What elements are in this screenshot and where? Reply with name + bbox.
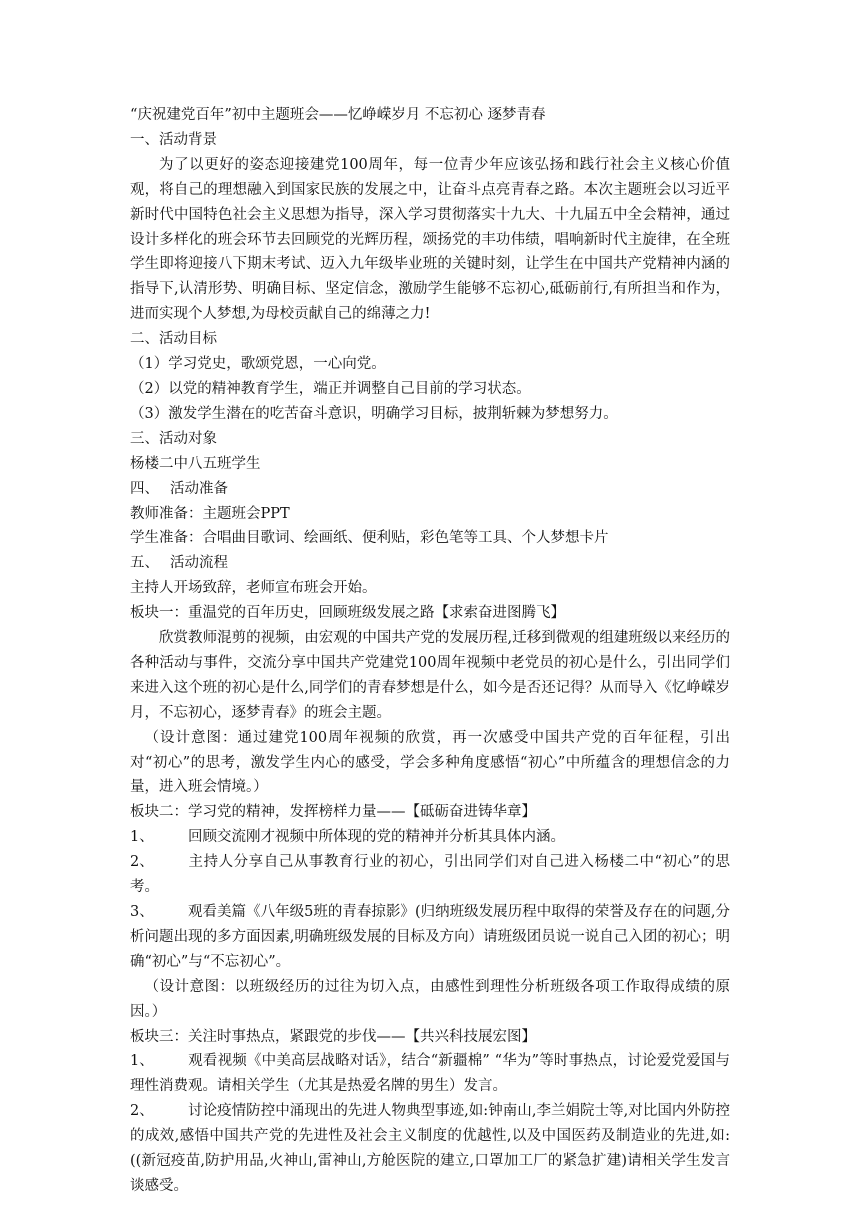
block-1-heading: 板块一：重温党的百年历史，回顾班级发展之路【求索奋进图腾飞】 — [130, 605, 565, 622]
goal-item-2: （2）以党的精神教育学生，端正并调整自己目前的学习状态。 — [130, 380, 531, 397]
item-number: 1、 — [130, 1053, 154, 1070]
section-3-heading: 三、活动对象 — [130, 430, 217, 447]
item-number: 1、 — [130, 829, 154, 846]
section-1-heading: 一、活动背景 — [130, 131, 217, 148]
section-4-heading — [130, 477, 730, 502]
section-3-body: 杨楼二中八五班学生 — [130, 455, 261, 472]
goal-item-3: （3）激发学生潜在的吃苦奋斗意识，明确学习目标，披荆斩棘为梦想努力。 — [130, 405, 618, 422]
block-1-body: 欣赏教师混剪的视频，由宏观的中国共产党的发展历程,迁移到微观的组建班级以来经历的各种活动与事件，交流分享中国共产党建党100周年视频中老党员的初心是什么，引出同学们来进入这个班的初心是什么,同学们的青春梦想是什么，如今是否还记得？从而导入《忆峥嵘岁月，不忘初心，逐梦青春》的班会主题。 — [130, 630, 730, 721]
block-2-item-1 — [130, 825, 730, 850]
block-3-item-1 — [130, 1049, 730, 1099]
section-5-number: 五、 — [130, 555, 159, 572]
document-page — [130, 103, 730, 1199]
opening-line: 主持人开场致辞，老师宣布班会开始。 — [130, 580, 377, 597]
item-text: 观看视频《中美高层战略对话》，结合“新疆棉” “华为”等时事热点，讨论爱党爱国与理性消费观。请相关学生（尤其是热爱名牌的男生）发言。 — [130, 1053, 730, 1095]
block-3-item-2 — [130, 1099, 730, 1199]
goal-item-1: （1）学习党史，歌颂党恩，一心向党。 — [130, 356, 386, 373]
section-1-body: 为了以更好的姿态迎接建党100周年，每一位青少年应该弘扬和践行社会主义核心价值观，将自己的理想融入到国家民族的发展之中，让奋斗点亮青春之路。本次主题班会以习近平新时代中国特色社会主义思想为指导，深入学习贯彻落实十九大、十九届五中全会精神，通过设计多样化的班会环节去回顾党的光辉历程，颂扬党的丰功伟绩，唱响新时代主旋律，在全班学生即将迎接八下期末考试、迈入九年级毕业班的关键时刻，让学生在中国共产党精神内涵的指导下,认清形势、明确目标、坚定信念，激励学生能够不忘初心,砥砺前行,有所担当和作为，进而实现个人梦想,为母校贡献自己的绵薄之力! — [130, 156, 730, 323]
section-2-heading: 二、活动目标 — [130, 331, 217, 348]
section-5-heading — [130, 551, 730, 576]
student-prep: 学生准备：合唱曲目歌词、绘画纸、便利贴，彩色笔等工具、个人梦想卡片 — [130, 530, 609, 547]
block-3-heading: 板块三：关注时事热点，紧跟党的步伐——【共兴科技展宏图】 — [130, 1028, 536, 1045]
block-1-design-note: （设计意图：通过建党100周年视频的欣赏，再一次感受中国共产党的百年征程，引出对“初心”的思考，激发学生内心的感受，学会多种角度感悟“初心”中所蕴含的理想信念的力量，进入班会情境。） — [130, 729, 730, 796]
item-text: 观看美篇《八年级5班的青春掠影》(归纳班级发展历程中取得的荣誉及存在的问题,分析问题出现的多方面因素,明确班级发展的目标及方向）请班级团员说一说自己入团的初心；明确“初心”与“不忘初心”。 — [130, 904, 730, 970]
item-number: 3、 — [130, 904, 154, 920]
item-number: 2、 — [130, 854, 154, 871]
item-text: 讨论疫情防控中涌现出的先进人物典型事迹,如:钟南山,李兰娟院士等,对比国内外防控的成效,感悟中国共产党的先进性及社会主义制度的优越性,以及中国医药及制造业的先进,如:((新冠疫苗,防护用品,火神山,雷神山,方舱医院的建立,口罩加工厂的紧急扩建)请相关学生发言谈感受。 — [130, 1103, 730, 1194]
section-4-number: 四、 — [130, 480, 159, 497]
teacher-prep: 教师准备：主题班会PPT — [130, 505, 290, 522]
document-title: “庆祝建党百年”初中主题班会——忆峥嵘岁月 不忘初心 逐梦青春 — [130, 107, 546, 123]
item-text: 主持人分享自己从事教育行业的初心，引出同学们对自己进入杨楼二中“初心”的思考。 — [130, 854, 730, 896]
block-2-item-2 — [130, 850, 730, 900]
block-2-heading: 板块二：学习党的精神，发挥榜样力量——【砥砺奋进铸华章】 — [130, 804, 536, 821]
item-number: 2、 — [130, 1103, 154, 1120]
block-2-design-note: （设计意图：以班级经历的过往为切入点，由感性到理性分析班级各项工作取得成绩的原因。） — [130, 978, 730, 1020]
section-4-title: 活动准备 — [170, 480, 228, 497]
block-2-item-3 — [130, 900, 730, 975]
item-text: 回顾交流刚才视频中所体现的党的精神并分析其具体内涵。 — [188, 829, 565, 846]
section-5-title: 活动流程 — [170, 555, 228, 572]
